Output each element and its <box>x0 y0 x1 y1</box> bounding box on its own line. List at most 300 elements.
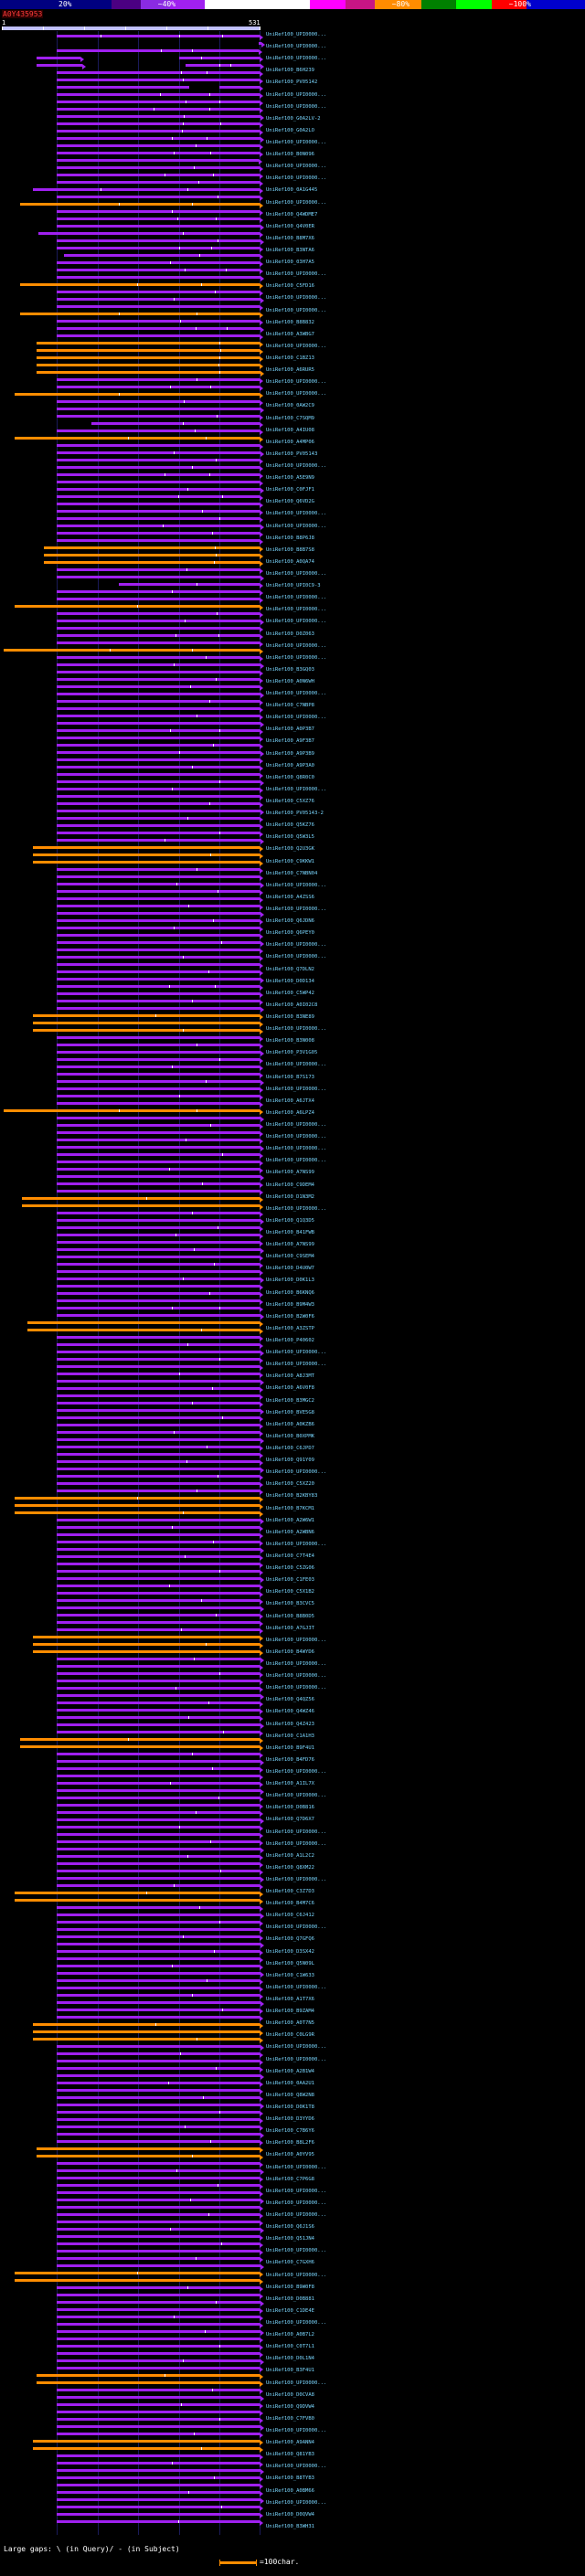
alignment-bar[interactable] <box>57 722 261 725</box>
alignment-bar[interactable] <box>57 773 260 776</box>
subject-hit-label[interactable]: UniRef100_Q8R0C0 <box>266 775 314 780</box>
alignment-bar[interactable] <box>57 247 260 249</box>
alignment-bar[interactable] <box>57 956 260 959</box>
subject-hit-label[interactable]: UniRef100_C1A1H3 <box>266 1733 314 1739</box>
alignment-bar[interactable] <box>57 1336 260 1339</box>
alignment-bar[interactable] <box>57 1146 261 1149</box>
alignment-bar[interactable] <box>33 846 260 849</box>
alignment-bar[interactable] <box>37 64 82 67</box>
alignment-bar[interactable] <box>57 532 260 535</box>
alignment-bar[interactable] <box>44 546 260 549</box>
alignment-bar[interactable] <box>57 1621 260 1624</box>
alignment-bar[interactable] <box>57 2411 260 2413</box>
alignment-bar[interactable] <box>57 678 260 681</box>
alignment-bar[interactable] <box>91 422 260 425</box>
subject-hit-label[interactable]: UniRef100_A6V0F8 <box>266 1385 314 1391</box>
alignment-bar[interactable] <box>57 620 261 622</box>
subject-hit-label[interactable]: UniRef100_UPI0000... <box>266 524 327 529</box>
alignment-bar[interactable] <box>37 364 260 366</box>
subject-hit-label[interactable]: UniRef100_A0BM66 <box>266 2488 314 2494</box>
alignment-bar[interactable] <box>57 1965 260 1967</box>
alignment-bar[interactable] <box>57 2301 261 2304</box>
alignment-bar[interactable] <box>57 2206 260 2209</box>
alignment-bar[interactable] <box>57 79 260 81</box>
alignment-bar[interactable] <box>57 1007 261 1010</box>
alignment-bar[interactable] <box>20 1738 260 1741</box>
alignment-bar[interactable] <box>57 1555 260 1558</box>
subject-hit-label[interactable]: UniRef100_UPI0000... <box>266 2165 327 2170</box>
subject-hit-label[interactable]: UniRef100_C5ZG06 <box>266 1565 314 1571</box>
alignment-bar[interactable] <box>33 861 260 864</box>
alignment-bar[interactable] <box>57 1416 260 1419</box>
alignment-bar[interactable] <box>57 1855 260 1858</box>
alignment-bar[interactable] <box>33 2023 260 2026</box>
subject-hit-label[interactable]: UniRef100_UPI0000... <box>266 2189 327 2194</box>
alignment-bar[interactable] <box>57 897 260 900</box>
alignment-bar[interactable] <box>27 1321 260 1324</box>
subject-hit-label[interactable]: UniRef100_A9P3B9 <box>266 751 314 757</box>
alignment-bar[interactable] <box>57 2520 260 2523</box>
alignment-bar[interactable] <box>57 1044 260 1046</box>
alignment-bar[interactable] <box>57 166 260 169</box>
subject-hit-label[interactable]: UniRef100_UPI0000... <box>266 463 327 469</box>
subject-hit-label[interactable]: UniRef100_Q6VD2G <box>266 499 314 504</box>
alignment-bar[interactable] <box>57 671 260 673</box>
subject-hit-label[interactable]: UniRef100_0AW2C9 <box>266 403 314 408</box>
subject-hit-label[interactable]: UniRef100_B8B7S8 <box>266 547 314 553</box>
alignment-bar[interactable] <box>57 707 260 710</box>
alignment-bar[interactable] <box>57 2433 260 2435</box>
subject-hit-label[interactable]: UniRef100_A4ZSS6 <box>266 895 314 900</box>
alignment-bar[interactable] <box>57 2454 260 2457</box>
alignment-bar[interactable] <box>20 1745 260 1748</box>
alignment-bar[interactable] <box>57 159 259 162</box>
alignment-bar[interactable] <box>57 1270 260 1273</box>
subject-hit-label[interactable]: UniRef100_B6H239 <box>266 68 314 73</box>
subject-hit-label[interactable]: UniRef100_D0B816 <box>266 1805 314 1810</box>
subject-hit-label[interactable]: UniRef100_Q4QZ56 <box>266 1697 314 1702</box>
alignment-bar[interactable] <box>57 2403 260 2406</box>
alignment-bar[interactable] <box>57 2491 260 2494</box>
alignment-bar[interactable] <box>57 130 260 133</box>
alignment-bar[interactable] <box>57 2104 261 2106</box>
alignment-bar[interactable] <box>57 715 260 717</box>
subject-hit-label[interactable]: UniRef100_C7NBN04 <box>266 871 318 876</box>
alignment-bar[interactable] <box>57 2235 260 2238</box>
alignment-bar[interactable] <box>57 1241 260 1244</box>
alignment-bar[interactable] <box>57 832 260 834</box>
subject-hit-label[interactable]: UniRef100_UPI0000... <box>266 140 327 145</box>
alignment-bar[interactable] <box>57 1979 260 1982</box>
subject-hit-label[interactable]: UniRef100_UPI0000... <box>266 1026 327 1032</box>
alignment-bar[interactable] <box>57 2264 261 2267</box>
alignment-bar[interactable] <box>57 1453 260 1456</box>
alignment-bar[interactable] <box>57 883 261 885</box>
subject-hit-label[interactable]: UniRef100_B8M7X6 <box>266 236 314 241</box>
subject-hit-label[interactable]: UniRef100_UPI0000... <box>266 2273 327 2278</box>
subject-hit-label[interactable]: UniRef100_D0K1L3 <box>266 1277 314 1283</box>
alignment-bar[interactable] <box>57 386 260 388</box>
subject-hit-label[interactable]: UniRef100_UPI0000... <box>266 1362 327 1367</box>
alignment-bar[interactable] <box>57 2476 260 2479</box>
alignment-bar[interactable] <box>57 1877 261 1880</box>
subject-hit-label[interactable]: UniRef100_C5XZ20 <box>266 1481 314 1487</box>
subject-hit-label[interactable]: UniRef100_Q4V0ER <box>266 224 314 229</box>
subject-hit-label[interactable]: UniRef100_Q7DLN2 <box>266 967 314 972</box>
alignment-bar[interactable] <box>57 1950 260 1953</box>
subject-hit-label[interactable]: UniRef100_Q8XM22 <box>266 1865 314 1871</box>
subject-hit-label[interactable]: UniRef100_A0KZB6 <box>266 1422 314 1427</box>
alignment-bar[interactable] <box>57 1256 260 1258</box>
subject-hit-label[interactable]: UniRef100_UPI0000... <box>266 2428 327 2433</box>
subject-hit-label[interactable]: UniRef100_C5XZ76 <box>266 799 314 804</box>
alignment-bar[interactable] <box>57 978 261 981</box>
subject-hit-label[interactable]: UniRef100_UPI0000... <box>266 1122 327 1128</box>
alignment-bar[interactable] <box>57 2337 260 2340</box>
alignment-bar[interactable] <box>57 780 261 783</box>
alignment-bar[interactable] <box>57 1000 260 1002</box>
subject-hit-label[interactable]: UniRef100_UPI0000... <box>266 1206 327 1212</box>
subject-hit-label[interactable]: UniRef100_P40602 <box>266 1338 314 1343</box>
alignment-bar[interactable] <box>57 627 260 630</box>
alignment-bar[interactable] <box>33 188 260 191</box>
alignment-bar[interactable] <box>57 1716 260 1719</box>
alignment-bar[interactable] <box>57 2462 260 2465</box>
alignment-bar[interactable] <box>57 415 260 418</box>
subject-hit-label[interactable]: UniRef100_A0YV95 <box>266 2152 314 2157</box>
subject-hit-label[interactable]: UniRef100_C5FD16 <box>266 283 314 289</box>
alignment-bar[interactable] <box>57 1175 261 1178</box>
alignment-bar[interactable] <box>57 1818 261 1821</box>
subject-hit-label[interactable]: UniRef100_UPI0000... <box>266 32 327 37</box>
alignment-bar[interactable] <box>57 1665 260 1668</box>
subject-hit-label[interactable]: UniRef100_Q6JDN6 <box>266 918 314 924</box>
alignment-bar[interactable] <box>57 2221 260 2223</box>
alignment-bar[interactable] <box>57 122 260 125</box>
alignment-bar[interactable] <box>57 1468 261 1470</box>
subject-hit-label[interactable]: UniRef100_C9SEM4 <box>266 1254 314 1259</box>
alignment-bar[interactable] <box>57 93 260 96</box>
alignment-bar[interactable] <box>57 810 261 812</box>
alignment-bar[interactable] <box>57 298 261 301</box>
alignment-bar[interactable] <box>15 1892 260 1894</box>
subject-hit-label[interactable]: UniRef100_B4FD76 <box>266 1757 314 1763</box>
subject-hit-label[interactable]: UniRef100_Q5W3L5 <box>266 834 314 840</box>
subject-hit-label[interactable]: UniRef100_B9M4W3 <box>266 1302 314 1308</box>
alignment-bar[interactable] <box>57 1928 260 1931</box>
subject-hit-label[interactable]: UniRef100_UPI0000... <box>266 1469 327 1475</box>
alignment-bar[interactable] <box>57 788 260 790</box>
alignment-bar[interactable] <box>57 1921 260 1924</box>
subject-hit-label[interactable]: UniRef100_B7S173 <box>266 1075 314 1080</box>
alignment-bar[interactable] <box>15 1899 260 1902</box>
subject-hit-label[interactable]: UniRef100_B9W0F8 <box>266 2284 314 2290</box>
alignment-bar[interactable] <box>57 1307 260 1309</box>
alignment-bar[interactable] <box>57 1672 260 1675</box>
alignment-bar[interactable] <box>57 2418 260 2421</box>
alignment-bar[interactable] <box>57 378 260 381</box>
subject-hit-label[interactable]: UniRef100_PV05143-2 <box>266 811 324 816</box>
alignment-bar[interactable] <box>57 934 260 937</box>
alignment-bar[interactable] <box>57 1570 260 1573</box>
alignment-bar[interactable] <box>57 941 261 944</box>
alignment-bar[interactable] <box>57 2367 260 2369</box>
subject-hit-label[interactable]: UniRef100_UPI0000... <box>266 2248 327 2253</box>
alignment-bar[interactable] <box>57 875 260 878</box>
subject-hit-label[interactable]: UniRef100_C0LG9R <box>266 2032 314 2038</box>
subject-hit-label[interactable]: UniRef100_UPI0000... <box>266 56 327 61</box>
alignment-bar[interactable] <box>57 1526 260 1529</box>
subject-hit-label[interactable]: UniRef100_UPI0000... <box>266 906 327 912</box>
alignment-bar[interactable] <box>57 2118 260 2121</box>
alignment-bar[interactable] <box>57 817 260 820</box>
alignment-bar[interactable] <box>57 824 260 827</box>
subject-hit-label[interactable]: UniRef100_A2WBN6 <box>266 1530 314 1535</box>
alignment-bar[interactable] <box>57 1870 260 1872</box>
subject-hit-label[interactable]: UniRef100_UPI0000... <box>266 1158 327 1163</box>
alignment-bar[interactable] <box>33 2038 260 2041</box>
subject-hit-label[interactable]: UniRef100_UPI0000... <box>266 595 327 600</box>
subject-hit-label[interactable]: UniRef100_C7T4E4 <box>266 1553 314 1559</box>
subject-hit-label[interactable]: UniRef100_B3GQ03 <box>266 667 314 673</box>
subject-hit-label[interactable]: UniRef100_UPI0000... <box>266 715 327 720</box>
alignment-bar[interactable] <box>57 2009 260 2011</box>
subject-hit-label[interactable]: UniRef100_D4U0W7 <box>266 1266 314 1271</box>
subject-hit-label[interactable]: UniRef100_UPI0000... <box>266 1924 327 1930</box>
subject-hit-label[interactable]: UniRef100_UPI0000... <box>266 1087 327 1092</box>
subject-hit-label[interactable]: UniRef100_C7FVB0 <box>266 2416 314 2422</box>
alignment-bar[interactable] <box>57 839 261 842</box>
subject-hit-label[interactable]: UniRef100_Q5KZ76 <box>266 822 314 828</box>
alignment-bar[interactable] <box>57 196 260 198</box>
subject-hit-label[interactable]: UniRef100_B8TYB3 <box>266 2475 314 2481</box>
subject-hit-label[interactable]: UniRef100_A4MP06 <box>266 440 314 445</box>
alignment-bar[interactable] <box>33 2030 260 2033</box>
alignment-bar[interactable] <box>37 2155 260 2157</box>
alignment-bar[interactable] <box>57 269 260 271</box>
subject-hit-label[interactable]: UniRef100_UPI0000... <box>266 344 327 349</box>
alignment-bar[interactable] <box>57 2184 260 2187</box>
subject-hit-label[interactable]: UniRef100_UPI0000... <box>266 511 327 516</box>
subject-hit-label[interactable]: UniRef100_B0N096 <box>266 152 314 157</box>
subject-hit-label[interactable]: UniRef100_UPI0000... <box>266 787 327 792</box>
subject-hit-label[interactable]: UniRef100_B2W0F6 <box>266 1314 314 1320</box>
subject-hit-label[interactable]: UniRef100_B3NE89 <box>266 1014 314 1020</box>
subject-hit-label[interactable]: UniRef100_UPI0000... <box>266 1146 327 1151</box>
alignment-bar[interactable] <box>57 1811 260 1814</box>
alignment-bar[interactable] <box>57 1753 260 1755</box>
alignment-bar[interactable] <box>57 1351 261 1353</box>
subject-hit-label[interactable]: UniRef100_C7NBP8 <box>266 703 314 708</box>
alignment-bar[interactable] <box>57 2125 260 2128</box>
alignment-bar[interactable] <box>57 1731 260 1733</box>
subject-hit-label[interactable]: UniRef100_UPI0000... <box>266 2057 327 2062</box>
alignment-bar[interactable] <box>57 1723 261 1726</box>
alignment-bar[interactable] <box>37 349 260 352</box>
alignment-bar[interactable] <box>57 1124 260 1127</box>
alignment-bar[interactable] <box>57 517 260 520</box>
alignment-bar[interactable] <box>57 985 260 988</box>
alignment-bar[interactable] <box>57 598 260 600</box>
subject-hit-label[interactable]: UniRef100_B2KBY83 <box>266 1493 318 1499</box>
subject-hit-label[interactable]: UniRef100_UPI0000... <box>266 2464 327 2469</box>
alignment-bar[interactable] <box>27 1329 260 1331</box>
subject-hit-label[interactable]: UniRef100_B3MGC2 <box>266 1398 314 1404</box>
alignment-bar[interactable] <box>57 970 260 973</box>
subject-hit-label[interactable]: UniRef100_A9ANN4 <box>266 2440 314 2445</box>
alignment-bar[interactable] <box>57 1760 261 1763</box>
subject-hit-label[interactable]: UniRef100_UPI0000... <box>266 1638 327 1643</box>
alignment-bar[interactable] <box>37 2147 260 2150</box>
alignment-bar[interactable] <box>57 2199 261 2201</box>
alignment-bar[interactable] <box>20 203 260 206</box>
subject-hit-label[interactable]: UniRef100_B8P6J8 <box>266 535 314 541</box>
subject-hit-label[interactable]: UniRef100_B8B0D5 <box>266 1614 314 1619</box>
alignment-bar[interactable] <box>57 766 260 769</box>
subject-hit-label[interactable]: UniRef100_UPI0000... <box>266 1134 327 1140</box>
subject-hit-label[interactable]: UniRef100_UPI0000... <box>266 104 327 110</box>
alignment-bar[interactable] <box>57 503 260 505</box>
alignment-bar[interactable] <box>64 254 260 257</box>
subject-hit-label[interactable]: UniRef100_C1BZ13 <box>266 355 314 361</box>
alignment-bar[interactable] <box>57 1628 260 1631</box>
alignment-bar[interactable] <box>57 1994 260 1997</box>
alignment-bar[interactable] <box>57 152 260 154</box>
subject-hit-label[interactable]: UniRef100_C7SQM9 <box>266 416 314 421</box>
alignment-bar[interactable] <box>57 1263 260 1266</box>
alignment-bar[interactable] <box>57 1840 260 1843</box>
alignment-bar[interactable] <box>57 2330 261 2333</box>
alignment-bar[interactable] <box>57 210 260 213</box>
subject-hit-label[interactable]: UniRef100_UPI0000... <box>266 2200 327 2206</box>
alignment-bar[interactable] <box>57 488 261 491</box>
subject-hit-label[interactable]: UniRef100_B3WH31 <box>266 2524 314 2529</box>
alignment-bar[interactable] <box>57 2425 261 2428</box>
subject-hit-label[interactable]: UniRef100_D0L1N4 <box>266 2356 314 2361</box>
subject-hit-label[interactable]: UniRef100_C7B6Y6 <box>266 2128 314 2134</box>
subject-hit-label[interactable]: UniRef100_UPI0000... <box>266 643 327 649</box>
alignment-bar[interactable] <box>57 137 261 140</box>
subject-hit-label[interactable]: UniRef100_A1T7X6 <box>266 1997 314 2002</box>
alignment-bar[interactable] <box>57 1446 260 1448</box>
alignment-bar[interactable] <box>57 1658 261 1660</box>
subject-hit-label[interactable]: UniRef100_Q51JN4 <box>266 2236 314 2242</box>
alignment-bar[interactable] <box>57 1153 260 1156</box>
alignment-bar[interactable] <box>57 1314 261 1317</box>
alignment-bar[interactable] <box>57 1095 260 1097</box>
alignment-bar[interactable] <box>57 1482 260 1485</box>
subject-hit-label[interactable]: UniRef100_A0T7N5 <box>266 2020 314 2026</box>
subject-hit-label[interactable]: UniRef100_A3ZSTP <box>266 1326 314 1331</box>
alignment-bar[interactable] <box>15 393 260 396</box>
subject-hit-label[interactable]: UniRef100_B3F4U1 <box>266 2368 314 2373</box>
alignment-bar[interactable] <box>57 1592 260 1595</box>
alignment-bar[interactable] <box>57 1139 260 1141</box>
alignment-bar[interactable] <box>57 2074 261 2077</box>
subject-hit-label[interactable]: UniRef100_UPI0000... <box>266 200 327 206</box>
alignment-bar[interactable] <box>57 510 260 513</box>
alignment-bar[interactable] <box>37 57 80 59</box>
subject-hit-label[interactable]: UniRef100_UPI0000... <box>266 2212 327 2218</box>
subject-hit-label[interactable]: UniRef100_A0N6WH <box>266 679 314 684</box>
alignment-bar[interactable] <box>57 2096 260 2099</box>
subject-hit-label[interactable]: UniRef100_D0B881 <box>266 2296 314 2302</box>
alignment-bar[interactable] <box>57 2213 260 2216</box>
alignment-bar[interactable] <box>57 2257 260 2260</box>
alignment-bar[interactable] <box>57 2016 260 2019</box>
subject-hit-label[interactable]: UniRef100_B7KCM1 <box>266 1506 314 1511</box>
subject-hit-label[interactable]: UniRef100_UPI0000... <box>266 1793 327 1798</box>
alignment-bar[interactable] <box>57 1826 260 1829</box>
alignment-bar[interactable] <box>57 2140 260 2143</box>
alignment-bar[interactable] <box>57 1972 261 1975</box>
subject-hit-label[interactable]: UniRef100_Q4WZ46 <box>266 1709 314 1714</box>
subject-hit-label[interactable]: UniRef100_C5X1B2 <box>266 1589 314 1595</box>
subject-hit-label[interactable]: UniRef100_A2B1W4 <box>266 2069 314 2074</box>
alignment-bar[interactable] <box>57 1058 260 1061</box>
alignment-bar[interactable] <box>57 108 260 111</box>
subject-hit-label[interactable]: UniRef100_UPI0000... <box>266 1661 327 1667</box>
alignment-bar[interactable] <box>57 495 260 498</box>
subject-hit-label[interactable]: UniRef100_UPI0000... <box>266 1769 327 1775</box>
alignment-bar[interactable] <box>186 64 261 67</box>
alignment-bar[interactable] <box>57 2045 261 2048</box>
alignment-bar[interactable] <box>57 305 260 308</box>
subject-hit-label[interactable]: UniRef100_C9KKW1 <box>266 859 314 864</box>
alignment-bar[interactable] <box>57 1943 261 1945</box>
alignment-bar[interactable] <box>57 400 260 403</box>
subject-hit-label[interactable]: UniRef100_D0QVW4 <box>266 2512 314 2518</box>
alignment-bar[interactable] <box>57 2513 260 2516</box>
subject-hit-label[interactable]: UniRef100_B3N008 <box>266 1038 314 1044</box>
alignment-bar[interactable] <box>4 1109 260 1112</box>
subject-hit-label[interactable]: UniRef100_B9ZAM4 <box>266 2009 314 2014</box>
alignment-bar[interactable] <box>15 1504 260 1507</box>
alignment-bar[interactable] <box>57 1489 260 1492</box>
subject-hit-label[interactable]: UniRef100_A7NS99 <box>266 1242 314 1247</box>
alignment-bar[interactable] <box>57 2133 261 2136</box>
alignment-bar[interactable] <box>57 1957 260 1960</box>
subject-hit-label[interactable]: UniRef100_Q91Y09 <box>266 1458 314 1463</box>
alignment-bar[interactable] <box>37 371 261 374</box>
alignment-bar[interactable] <box>57 1277 261 1280</box>
subject-hit-label[interactable]: UniRef100_UPI0000... <box>266 1841 327 1847</box>
alignment-bar[interactable] <box>57 963 260 966</box>
alignment-bar[interactable] <box>57 1701 260 1704</box>
alignment-bar[interactable] <box>57 2389 260 2391</box>
subject-hit-label[interactable]: UniRef100_A2W6W1 <box>266 1518 314 1523</box>
alignment-bar[interactable] <box>57 408 261 410</box>
alignment-bar[interactable] <box>33 2447 260 2450</box>
alignment-bar[interactable] <box>57 1365 260 1368</box>
alignment-bar[interactable] <box>22 1204 260 1207</box>
subject-hit-label[interactable]: UniRef100_UPI0C9-3 <box>266 583 321 588</box>
alignment-bar[interactable] <box>57 927 260 929</box>
subject-hit-label[interactable]: UniRef100_Q2U3GK <box>266 846 314 852</box>
alignment-bar[interactable] <box>57 2067 260 2070</box>
alignment-bar[interactable] <box>57 1599 260 1602</box>
alignment-bar[interactable] <box>57 1036 260 1039</box>
alignment-bar[interactable] <box>57 992 260 995</box>
subject-hit-label[interactable]: UniRef100_C3Z7D3 <box>266 1889 314 1894</box>
subject-hit-label[interactable]: UniRef100_D0D134 <box>266 979 314 984</box>
alignment-bar[interactable] <box>44 561 260 564</box>
alignment-bar[interactable] <box>57 1219 261 1222</box>
alignment-bar[interactable] <box>57 568 260 571</box>
alignment-bar[interactable] <box>37 356 260 359</box>
alignment-bar[interactable] <box>57 1409 261 1412</box>
alignment-bar[interactable] <box>57 1884 260 1887</box>
